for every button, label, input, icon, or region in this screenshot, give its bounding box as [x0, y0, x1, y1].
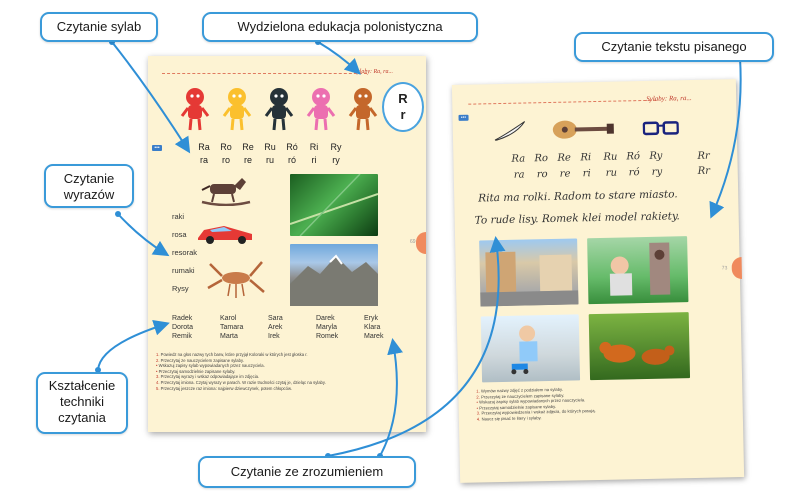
instruction-text: Przeczytaj ze nauczycielem zapisane sylaby.: [481, 392, 565, 400]
syllable-lower: ra: [199, 155, 208, 165]
name-item: Dorota: [172, 324, 194, 331]
callout-line: techniki: [59, 394, 105, 409]
syllable-script-lower: ri: [582, 168, 591, 180]
name-item: Eryk: [364, 315, 378, 322]
section-badge: •••: [152, 145, 162, 151]
syllable-script-upper: Ry: [649, 150, 663, 162]
instruction-number: •: [476, 405, 479, 411]
instruction-text: Powiedz na głos nazwy tych barw, które przyjął Koloraki w których jest głoska r.: [160, 352, 308, 357]
sentence-2: To rude lisy. Romek klei model rakiety.: [474, 210, 680, 227]
instruction-text: Przeczytaj wypowiedzenia i wskaż zdjęcia, do których pasują.: [481, 408, 596, 416]
callout-czytanie-sylab: Czytanie sylab: [40, 12, 158, 42]
syllable-lower: ro: [221, 155, 230, 165]
callout-line: Czytanie: [63, 171, 115, 186]
callout-czytanie-ze-zrozumieniem: Czytanie ze zrozumieniem: [198, 456, 416, 488]
callout-ksztalcenie-techniki: [36, 372, 128, 434]
syllable-upper: Ro: [220, 142, 232, 152]
page-number: 73: [721, 265, 728, 272]
page-number: 69: [410, 239, 416, 245]
instruction-number: 1.: [476, 388, 480, 394]
syllable-script-upper: Ru: [603, 151, 618, 163]
syllable-upper: Re: [242, 142, 254, 152]
name-item: Remik: [172, 333, 192, 340]
callout-line: Kształcenie: [48, 378, 116, 393]
name-item: Marek: [364, 333, 384, 340]
name-item: Karol: [220, 315, 237, 322]
letter-practice-1: Rr: [697, 150, 710, 162]
instruction-text: Przeczytaj jeszcze raz imiona: najpierw dziewczynek, potem chłopców.: [160, 385, 292, 391]
page-header: Sylaby: Ra, ra...: [646, 93, 692, 103]
letter-lower: r: [400, 107, 406, 122]
word-item: raki: [172, 212, 185, 221]
instruction-number: •: [476, 399, 479, 405]
arrow-zrozumieniem-left: [380, 342, 397, 456]
arrow-techniki: [98, 324, 166, 370]
arrow-pisanego: [712, 58, 741, 215]
syllable-script-upper: Ri: [580, 152, 592, 164]
instruction-text: Naucz się pisać te litery i sylaby.: [481, 415, 542, 422]
syllable-upper: Ra: [198, 142, 210, 152]
instruction-text: Przeczytaj ze nauczycielem zapisane sylaby.: [160, 357, 244, 363]
syllable-lower: ró: [287, 155, 296, 165]
arrow-polonistyczna: [318, 42, 358, 72]
callout-czytanie-tekstu-pisanego: Czytanie tekstu pisanego: [574, 32, 774, 62]
instruction-text: Przeczytaj wyrazy i wskaz odpowiadające im zdjęcia.: [160, 374, 260, 380]
syllable-script-upper: Ra: [511, 153, 526, 165]
instruction-number: 3.: [156, 374, 160, 380]
instruction-text: Wskazuj zapisy sylab wypowiadanych przez nauczyciela.: [158, 363, 265, 369]
callout-line: wyrazów: [63, 187, 115, 202]
syllable-script-lower: ra: [513, 169, 525, 181]
arrow-sylab: [112, 42, 188, 150]
letter-upper: R: [398, 91, 408, 106]
instruction-number: 2.: [476, 394, 480, 400]
instruction-number: 3.: [476, 410, 481, 416]
syllable-lower: ry: [332, 155, 340, 165]
syllable-lower: ri: [311, 155, 317, 165]
word-item: rumaki: [172, 266, 195, 275]
syllable-script-upper: Ró: [626, 151, 641, 163]
syllable-lower: re: [243, 155, 252, 165]
arrow-zrozumieniem-right: [328, 240, 499, 456]
syllable-lower: ru: [265, 155, 274, 165]
name-item: Tamara: [220, 324, 244, 331]
syllable-upper: Ri: [309, 142, 319, 152]
word-item: Rysy: [172, 284, 189, 293]
syllable-upper: Ru: [264, 142, 276, 152]
name-item: Klara: [364, 324, 381, 331]
name-item: Marta: [220, 333, 238, 340]
word-item: resorak: [172, 248, 198, 257]
syllable-script-upper: Ro: [534, 153, 549, 165]
instruction-number: 2.: [156, 357, 160, 363]
callout-czytanie-wyrazow: [44, 164, 134, 208]
instruction-text: Wskazuj zapisy sylab wypowiadanych przez nauczyciela.: [479, 397, 586, 405]
syllable-script-lower: ró: [628, 167, 640, 179]
syllable-script-lower: re: [559, 168, 571, 180]
letter-practice-2: Rr: [697, 165, 711, 177]
name-item: Arek: [268, 324, 283, 331]
syllable-script-lower: ro: [536, 169, 548, 181]
instruction-number: •: [156, 363, 158, 369]
name-item: Romek: [316, 333, 339, 340]
instruction-number: 5.: [156, 385, 160, 391]
section-badge: •••: [458, 115, 468, 121]
name-item: Irek: [268, 333, 280, 340]
syllable-script-lower: ru: [605, 167, 618, 179]
page-header: Sylaby: Ra, ra...: [354, 69, 393, 75]
instruction-text: Przeczytaj samodzielnie zapisane sylaby.: [479, 403, 557, 411]
name-item: Darek: [316, 315, 335, 322]
syllable-script-lower: ry: [651, 166, 663, 178]
word-item: rosa: [172, 230, 187, 239]
instruction-number: 4.: [156, 379, 160, 385]
name-item: Sara: [268, 315, 283, 322]
syllable-upper: Ry: [330, 142, 342, 152]
syllable-script-upper: Re: [557, 152, 571, 164]
instruction-text: Przeczytaj imiona. Czytaj wyrazy w parach. W razie trudności czytaj je, dzieląc na sylaby.: [160, 379, 326, 385]
instruction-number: •: [156, 368, 158, 374]
name-item: Maryla: [316, 324, 338, 331]
instruction-number: 1.: [156, 352, 160, 357]
instruction-text: Wymów nazwy zdjęć z podziałem na sylaby.: [480, 386, 564, 394]
arrow-wyrazow: [118, 214, 166, 254]
instruction-number: 4.: [476, 416, 481, 422]
sentence-1: Rita ma rolki. Radom to stare miasto.: [478, 188, 678, 205]
instruction-text: Przeczytaj samodzielnie zapisane sylaby.: [158, 368, 236, 374]
callout-edukacja-polonistyczna: Wydzielona edukacja polonistyczna: [202, 12, 478, 42]
callout-line: czytania: [58, 410, 106, 425]
syllable-upper: Ró: [286, 142, 298, 152]
name-item: Radek: [172, 315, 193, 322]
